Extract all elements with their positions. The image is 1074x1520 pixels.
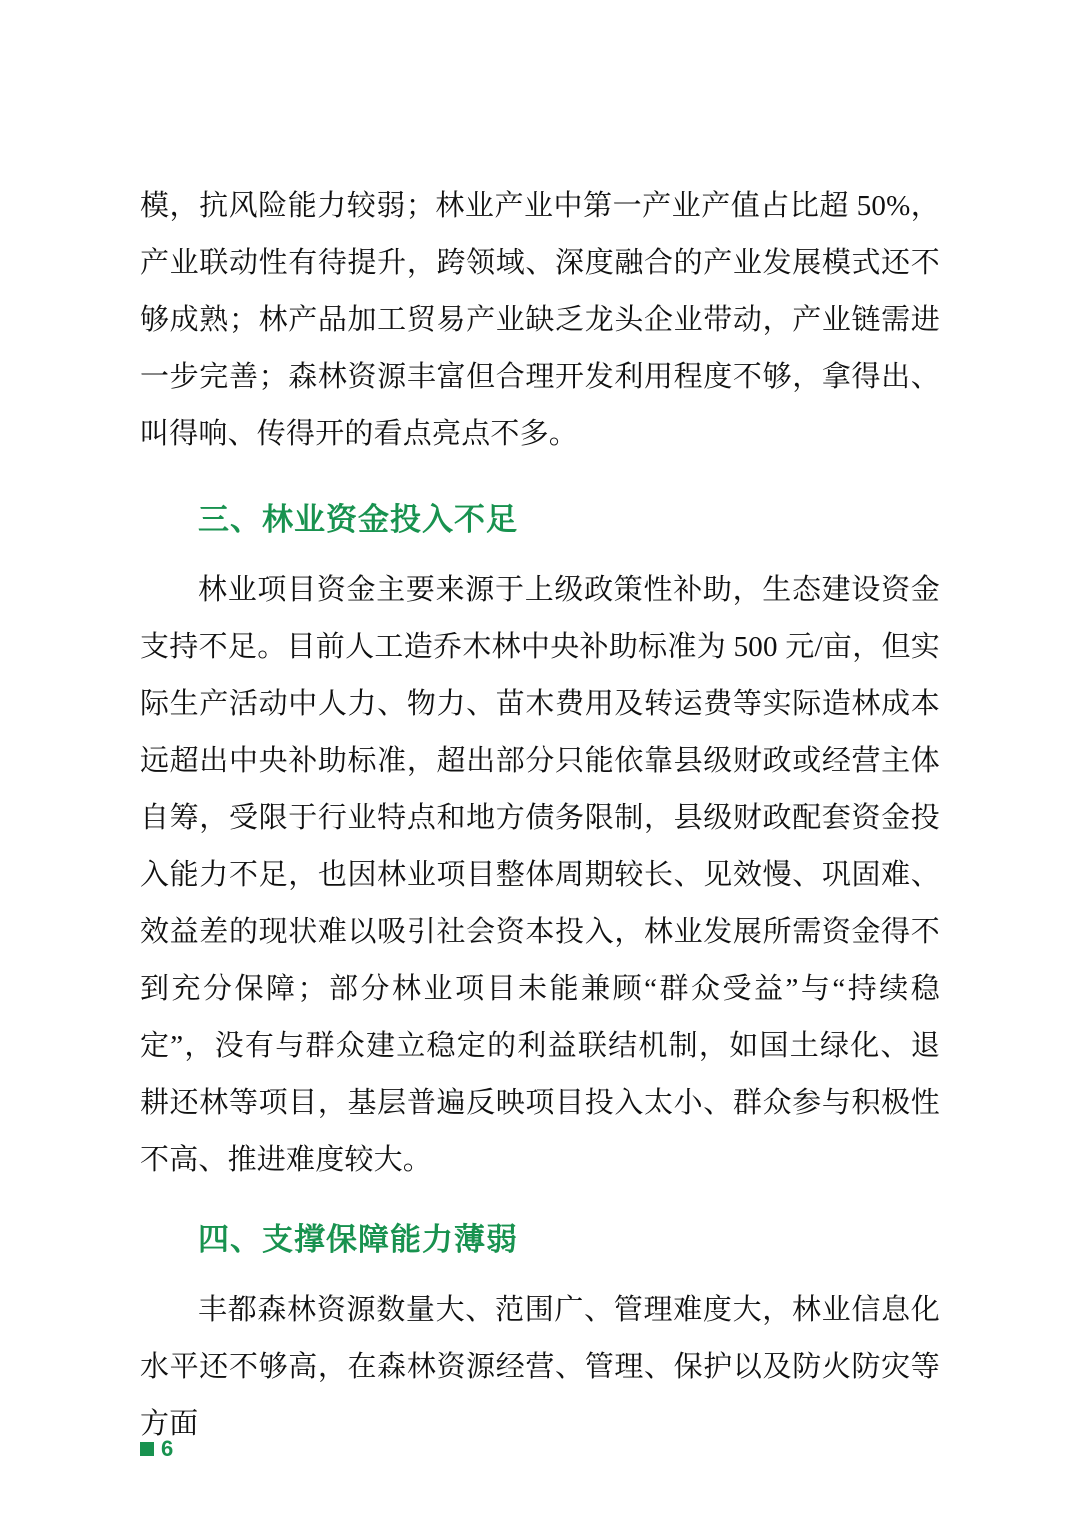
- paragraph-continued: 模，抗风险能力较弱；林业产业中第一产业产值占比超 50%，产业联动性有待提升，跨领域、深度融合的产业发展模式还不够成熟；林产品加工贸易产业缺乏龙头企业带动，产业链需进一步完善；森林资源丰富但合理开发利用程度不够，拿得出、叫得响、传得开的看点亮点不多。: [140, 190, 940, 450]
- section-heading-three: 三、林业资金投入不足: [198, 502, 518, 537]
- spacer: [140, 463, 940, 469]
- section-heading-four: 四、支撑保障能力薄弱: [198, 1222, 518, 1257]
- section-three-paragraph: 林业项目资金主要来源于上级政策性补助，生态建设资金支持不足。目前人工造乔木林中央补助标准为 500 元/亩，但实际生产活动中人力、物力、苗木费用及转运费等实际造林成本远超出中央补助标准，超出部分只能依靠县级财政或经营主体自筹，受限于行业特点和地方债务限制，县级财政配套资金投入能力不足，也因林业项目整体周期较长、见效慢、巩固难、效益差的现状难以吸引社会资本投入，林业发展所需资金得不到充分保障；部分林业项目未能兼顾“群众受益”与“持续稳定”，没有与群众建立稳定的利益联结机制，如国土绿化、退耕还林等项目，基层普遍反映项目投入太小、群众参与积极性不高、推进难度较大。: [140, 574, 940, 1176]
- footer-square-icon: [140, 1442, 154, 1456]
- page-number: 6: [161, 1436, 174, 1461]
- section-four-paragraph: 丰都森林资源数量大、范围广、管理难度大，林业信息化水平还不够高，在森林资源经营、管理、保护以及防火防灾等方面: [140, 1294, 940, 1440]
- page-footer: [140, 1436, 173, 1462]
- page-content: [140, 178, 940, 1453]
